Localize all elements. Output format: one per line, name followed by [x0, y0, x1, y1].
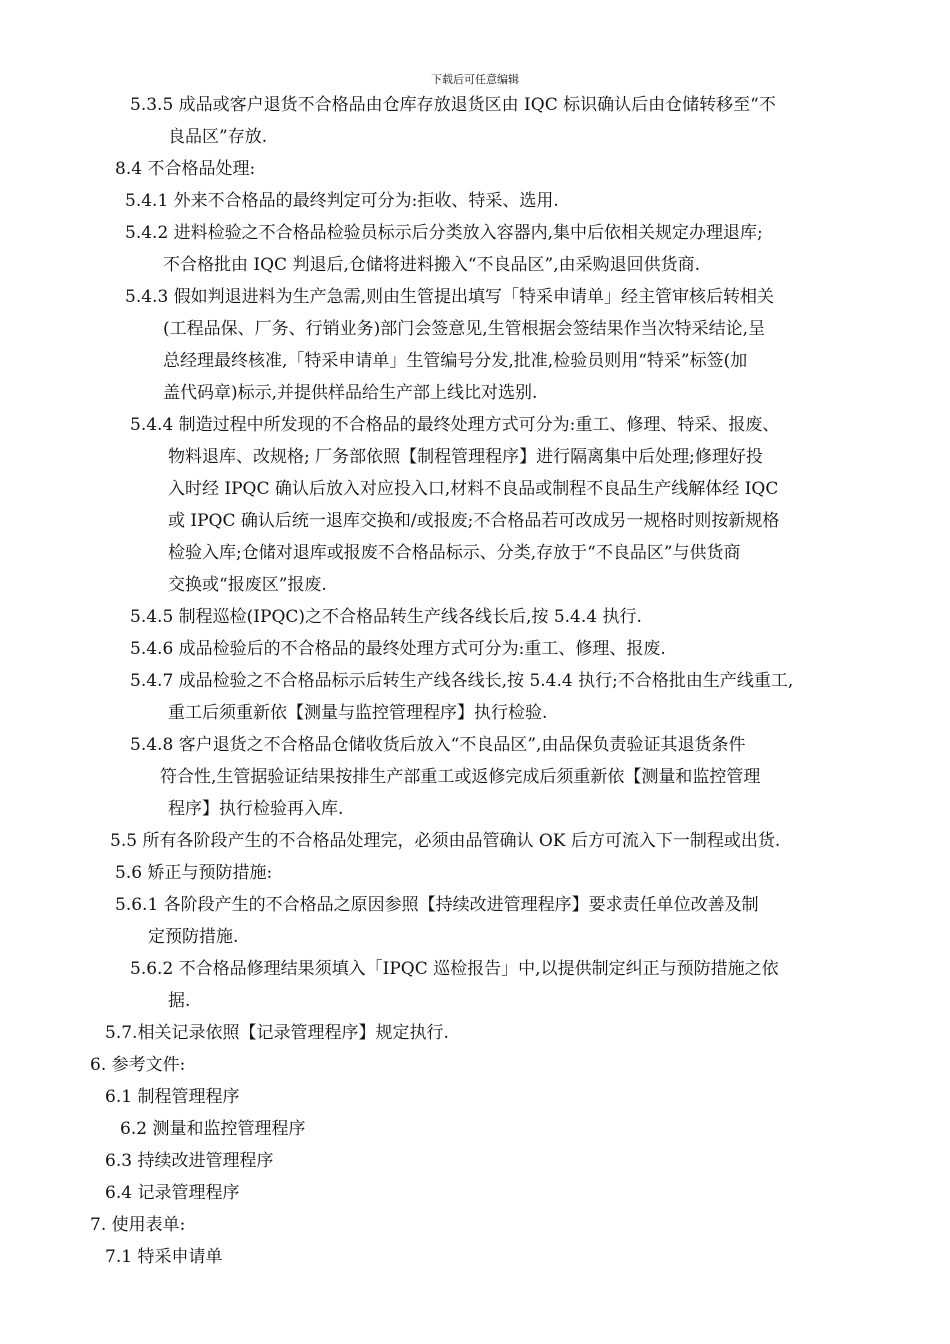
text-line: (工程品保、厂务、行销业务)部门会签意见,生管根据会签结果作当次特采结论,呈 — [163, 319, 766, 339]
section-heading: 7. 使用表单: — [90, 1215, 186, 1235]
text-line: 物料退库、改规格; 厂务部依照【制程管理程序】进行隔离集中后处理;修理好投 — [168, 447, 763, 467]
text-line: 5.6.1 各阶段产生的不合格品之原因参照【持续改进管理程序】要求责任单位改善及制 — [115, 895, 759, 915]
text-line: 5.5 所有各阶段产生的不合格品处理完，必须由品管确认 OK 后方可流入下一制程或出货. — [110, 831, 781, 851]
text-line: 5.4.5 制程巡检(IPQC)之不合格品转生产线各线长后,按 5.4.4 执行. — [130, 607, 642, 627]
text-line: 重工后须重新依【测量与监控管理程序】执行检验. — [168, 703, 548, 723]
list-item: 6.4 记录管理程序 — [105, 1183, 240, 1203]
text-line: 入时经 IPQC 确认后放入对应投入口,材料不良品或制程不良品生产线解体经 IQC — [168, 479, 779, 499]
text-line: 5.4.6 成品检验后的不合格品的最终处理方式可分为:重工、修理、报废. — [130, 639, 666, 659]
list-item: 6.1 制程管理程序 — [105, 1087, 240, 1107]
text-line: 检验入库;仓储对退库或报废不合格品标示、分类,存放于“不良品区”与供货商 — [168, 543, 741, 563]
list-item: 6.2 测量和监控管理程序 — [120, 1119, 306, 1139]
text-line: 交换或“报废区”报废. — [168, 575, 327, 595]
list-item: 6.3 持续改进管理程序 — [105, 1151, 274, 1171]
text-line: 5.7.相关记录依照【记录管理程序】规定执行. — [105, 1023, 449, 1043]
text-line: 5.6.2 不合格品修理结果须填入「IPQC 巡检报告」中,以提供制定纠正与预防措施之依 — [130, 959, 779, 979]
text-line: 5.4.4 制造过程中所发现的不合格品的最终处理方式可分为:重工、修理、特采、报废、 — [130, 415, 780, 435]
text-line: 5.4.8 客户退货之不合格品仓储收货后放入“不良品区”,由品保负责验证其退货条件 — [130, 735, 746, 755]
section-heading: 5.6 矫正与预防措施: — [115, 863, 273, 883]
text-line: 5.3.5 成品或客户退货不合格品由仓库存放退货区由 IQC 标识确认后由仓储转移至“不 — [130, 95, 776, 115]
text-line: 5.4.7 成品检验之不合格品标示后转生产线各线长,按 5.4.4 执行;不合格批由生产线重工, — [130, 671, 794, 691]
text-line: 定预防措施. — [148, 927, 239, 947]
text-line: 盖代码章)标示,并提供样品给生产部上线比对选别. — [163, 383, 538, 403]
text-line: 5.4.3 假如判退进料为生产急需,则由生管提出填写「特采申请单」经主管审核后转相关 — [125, 287, 775, 307]
section-heading: 6. 参考文件: — [90, 1055, 186, 1075]
text-line: 据. — [168, 991, 191, 1011]
list-item: 7.1 特采申请单 — [105, 1247, 223, 1267]
text-line: 或 IPQC 确认后统一退库交换和/或报废;不合格品若可改成另一规格时则按新规格 — [168, 511, 780, 531]
text-line: 符合性,生管据验证结果按排生产部重工或返修完成后须重新依【测量和监控管理 — [160, 767, 761, 787]
text-line: 总经理最终核准,「特采申请单」生管编号分发,批准,检验员则用“特采”标签(加 — [163, 351, 748, 371]
text-line: 5.4.2 进料检验之不合格品检验员标示后分类放入容器内,集中后依相关规定办理退库; — [125, 223, 763, 243]
text-line: 不合格批由 IQC 判退后,仓储将进料搬入“不良品区”,由采购退回供货商. — [163, 255, 701, 275]
text-line: 良品区”存放. — [168, 127, 268, 147]
text-line: 程序】执行检验再入库. — [168, 799, 344, 819]
section-heading: 8.4 不合格品处理: — [115, 159, 256, 179]
page-header: 下载后可任意编辑 — [431, 73, 519, 86]
text-line: 5.4.1 外来不合格品的最终判定可分为:拒收、特采、选用. — [125, 191, 559, 211]
